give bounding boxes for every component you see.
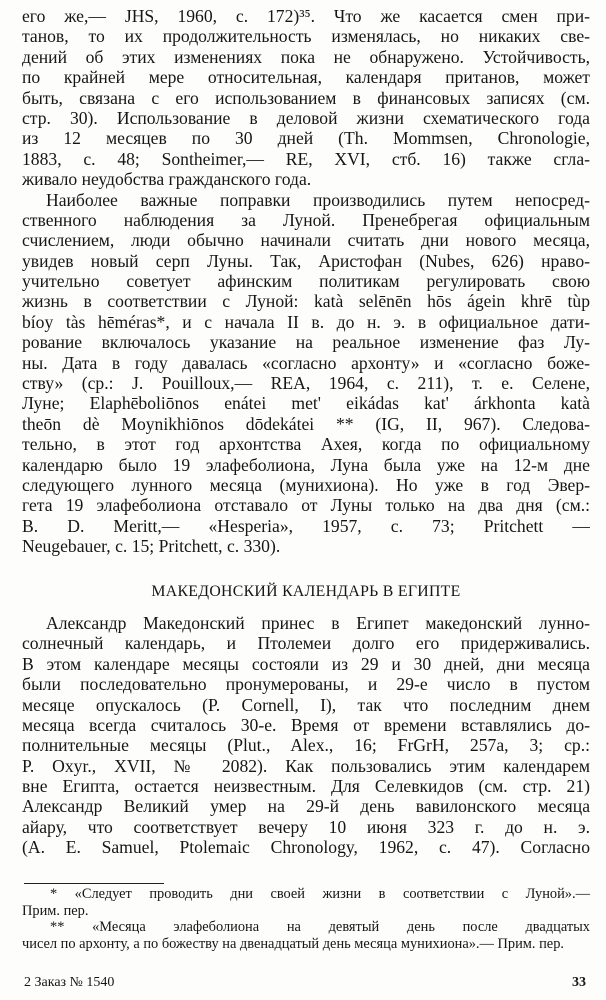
text-line: следующего лунного месяца (мунихиона). Но уже в год Эвер- — [22, 474, 590, 495]
text-line: (A. E. Samuel, Ptolemaic Chronology, 1962, с. 47). Согласно — [22, 837, 590, 858]
text-line: theōn dè Moynikhiōnos dōdekátei ** (IG, II, 967). Следова- — [22, 413, 590, 434]
text-line: Наиболее важные поправки производились путем непосред- — [46, 189, 590, 210]
text-line: ны. Дата в году давалась «согласно архонту» и «согласно боже- — [22, 352, 590, 373]
footnote-line: * «Следует проводить дни своей жизни в соответствии с Луной».— — [50, 886, 590, 902]
text-line: жизнь в соответствии с Луной: katà selēnēn hōs ágein khrē tùp — [22, 291, 590, 312]
text-line: bíoy tàs hēméras*, и с начала II в. до н. э. в официальное дати- — [22, 311, 590, 332]
text-line: тельно, в этот год архонтства Ахея, когда по официальному — [22, 434, 590, 455]
text-line: вне Египта, остается неизвестным. Для Селевкидов (см. стр. 21) — [22, 776, 590, 797]
text-line: Луне; Elaphēboliōnos enátei met' eikádas kat' árkhonta katà — [22, 393, 590, 414]
footnotes — [22, 886, 590, 952]
text-line: айару, что соответствует вечеру 10 июня 323 г. до н. э. — [22, 816, 590, 837]
paragraph-1 — [22, 6, 590, 190]
text-line: увидев новый серп Луны. Так, Аристофан (Nubes, 626) нраво- — [22, 250, 590, 271]
printer-signature: 2 Заказ № 1540 — [24, 975, 115, 990]
text-line: B. D. Meritt,— «Hesperia», 1957, с. 73; Pritchett — — [22, 515, 590, 536]
text-line: P. Oxyr., XVII, № 2082). Как пользовались этим календарем — [22, 755, 590, 776]
text-line: Александр Великий умер на 29-й день вавилонского месяца — [22, 796, 590, 817]
text-line: Александр Македонский принес в Египет македонский лунно- — [46, 612, 590, 633]
text-line: полнительные месяцы (Plut., Alex., 16; FrGrH, 257a, 3; ср.: — [22, 735, 590, 756]
text-line: календарю было 19 элафеболиона, Луна была уже на 12-м дне — [22, 454, 590, 475]
text-line: солнечный календарь, и Птолемеи долго его придерживались. — [22, 633, 590, 654]
section-heading: МАКЕДОНСКИЙ КАЛЕНДАРЬ В ЕГИПТЕ — [151, 582, 461, 600]
spacer — [22, 557, 590, 577]
text-line: по крайней мере относительная, календаря пританов, может — [22, 67, 590, 88]
text-line: Neugebauer, с. 15; Pritchett, с. 330). — [22, 536, 281, 557]
text-line: живало неудобства гражданского года. — [22, 169, 312, 190]
text-line: его же,— JHS, 1960, с. 172)³⁵. Что же касается смен при- — [22, 6, 590, 26]
text-line: месяца всегда считалось 30-е. Время от времени вставлялись до- — [22, 714, 590, 735]
page-number: 33 — [572, 975, 586, 990]
text-line: счислением, люди обычно начинали считать дни нового месяца, — [22, 230, 590, 251]
footnote-line: ** «Месяца элафеболиона на девятый день после двадцатых — [50, 919, 590, 936]
footnote-divider — [24, 883, 164, 884]
text-line: были последовательно пронумерованы, и 29-е число в пустом — [22, 674, 590, 695]
footnote-line: Прим. пер. — [22, 902, 89, 919]
text-line: дений об этих изменениях пока не обнаружено. Устойчивость, — [22, 46, 590, 67]
text-line: танов, то их продолжительность изменялась, но никаких све- — [22, 26, 590, 47]
text-line: гета 19 элафеболиона отставало от Луны только на два дня (см.: — [22, 495, 590, 516]
text-line: рование включалось указание на реальное изменение фаз Лу- — [22, 332, 590, 353]
paragraph-2 — [22, 190, 590, 557]
footnote-2 — [22, 919, 590, 952]
footnote-1 — [22, 886, 590, 919]
text-line: быть, связана с его использованием в финансовых записях (см. — [22, 87, 590, 108]
paragraph-3 — [22, 613, 590, 858]
body-text — [22, 6, 590, 858]
text-line: из 12 месяцев по 30 дней (Th. Mommsen, Chronologie, — [22, 128, 590, 149]
text-line: 1883, с. 48; Sontheimer,— RE, XVI, стб. 16) также сгла- — [22, 148, 590, 169]
text-line: месяце опускалось (P. Cornell, I), так что последним днем — [22, 694, 590, 715]
text-line: В этом календаре месяцы состояли из 29 и 30 дней, дни месяца — [22, 653, 590, 674]
footnote-line: чисел по архонту, а по божеству на двенадцатый день месяца мунихиона».— Прим. пер. — [22, 935, 564, 952]
text-line: стр. 30). Использование в деловой жизни схематического года — [22, 107, 590, 128]
text-line: учительно советует афинским политикам регулировать свою — [22, 271, 590, 292]
text-line: ственного наблюдения за Луной. Пренебрегая официальным — [22, 209, 590, 230]
text-line: ству» (ср.: J. Pouilloux,— REA, 1964, с. 211), т. е. Селене, — [22, 373, 590, 394]
